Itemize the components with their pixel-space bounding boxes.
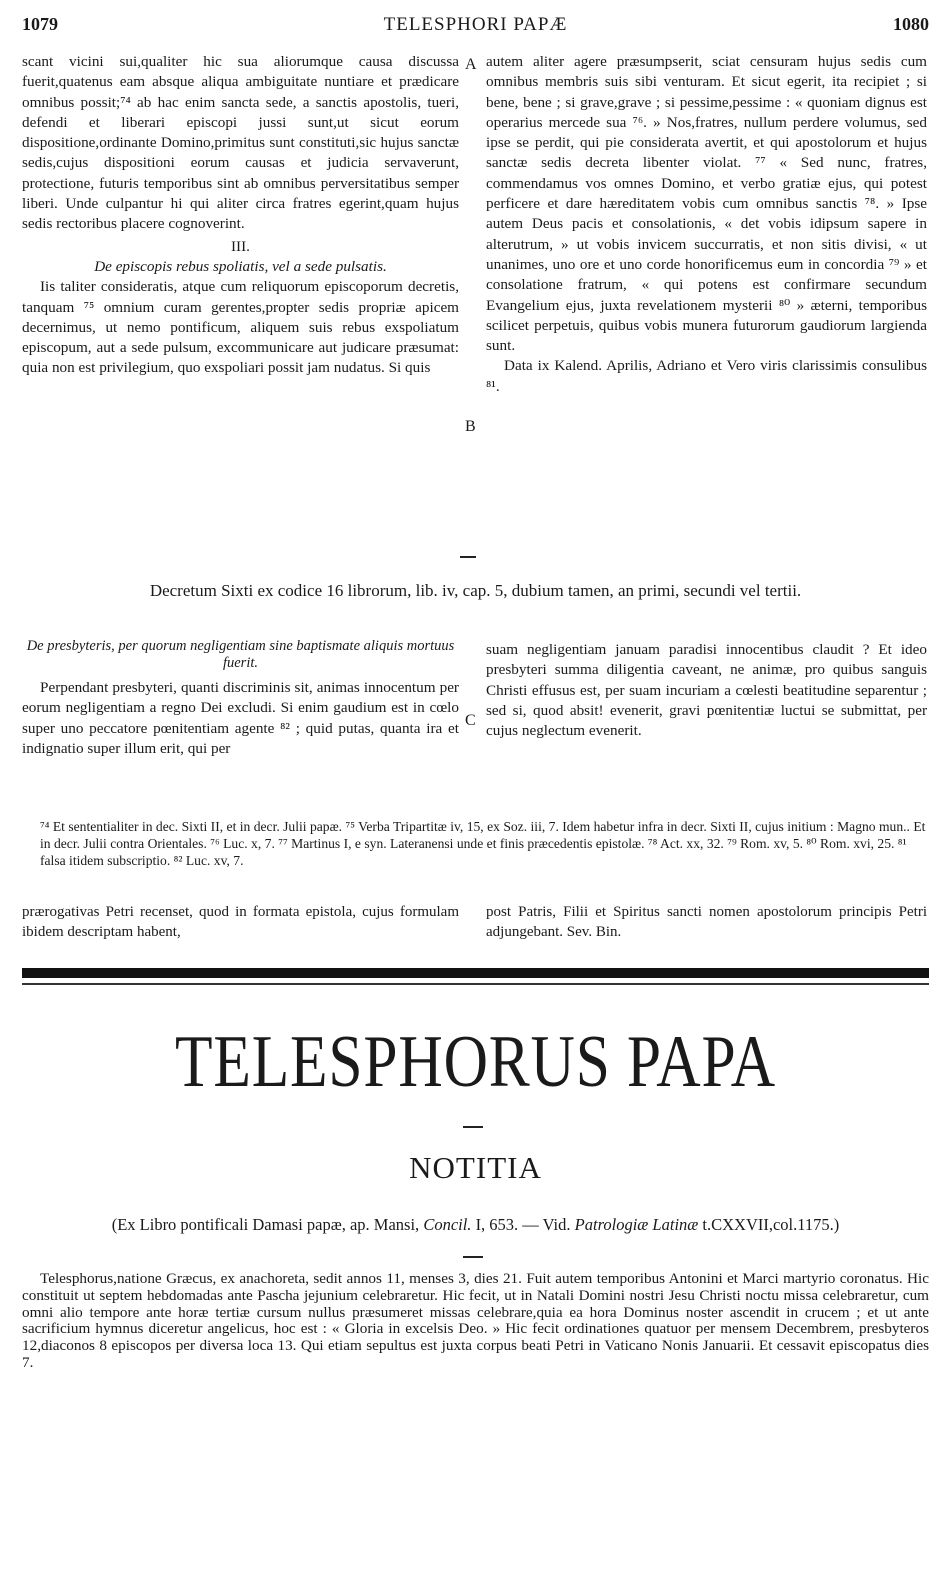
source-mid: I, 653. — Vid. — [471, 1215, 575, 1234]
decretum-left-text: Perpendant presbyteri, quanti discriminis sit, animas innocentum per eorum negligentiam a regno Dei excludi. Si enim gaudium est in cœlo super uno peccatore pœnitentiam agente ⁸² ; quid putas, quanta ira et indignatio super illum erit, qui per — [22, 679, 459, 757]
decretum-heading: Decretum Sixti ex codice 16 librorum, lib. iv, cap. 5, dubium tamen, an primi, secundi vel tertii. — [149, 581, 802, 600]
page-title: TELESPHORUS PAPA — [175, 1021, 776, 1103]
page-number-right: 1080 — [893, 14, 929, 34]
top-right-column — [486, 52, 927, 397]
footnotes-text: ⁷⁴ Et sententialiter in dec. Sixti II, et in decr. Julii papæ. ⁷⁵ Verba Tripartitæ iv, 15, ex Soz. iii, 7. Idem habetur infra in decr. Sixti II, cujus initium : Magno mun.. Et in decr. Julii contra Orientales. ⁷⁶ Luc. x, 7. ⁷⁷ Martinus I, e syn. Lateranensi unde et finis præcedentis epistolæ. ⁷⁸ Act. xx, 32. ⁷⁹ Rom. xv, 5. ⁸⁰ Rom. xvi, 25. ⁸¹ falsa itidem subscriptio. ⁸² Luc. xv, 7. — [40, 819, 926, 868]
section-number: III. — [231, 237, 250, 255]
decretum-right-text: suam negligentiam januam paradisi innocentibus claudit ? Et ideo presbyteri summa diligentia caveant, ne animæ, pro quibus sanguis Christi effusus est, per suam incuriam a cœlesti beatitudine separentur ; sed si, quod absit! evenerit, gravi pœnitentiæ luctui se submittat, per cujus neglectum evenerit. — [486, 641, 927, 740]
left-paragraph-2: Iis taliter consideratis, atque cum reliquorum episcoporum decretis, tanquam ⁷⁵ omnium curam gerentes,propter sedis propriæ apicem decernimus, ut nemo pontificum, aliquem suis rebus exspoliatum episcopum, aut a sede pulsum, excommunicare aut judicare præsumat: quia non est privilegium, quo exspoliari possit jam nudatus. Si quis — [22, 278, 459, 377]
footnotes — [40, 818, 929, 869]
left-paragraph: scant vicini sui,qualiter hic sua aliorumque causa discussa fuerit,quatenus eam absque aliqua ambiguitate nuntiare et prædicare omnibus possit;⁷⁴ ab hac enim sancta sede, a sanctis apostolis, tueri, defendi et liberari episcopi jussi sunt,ut sicut eorum dispositione,ordinante Domino,primitus sunt constituti,sic hujus sanctæ sedis,cujus dispositioni eorum causas et judicia servaverunt, protectione, futuris temporibus sint ab omnibus perversitatibus semper liberi. Unde culpantur hi qui aliter circa fratres egerint,quam hujus sedis rectoribus placere cognoverint. — [22, 53, 459, 233]
source-patrologia: Patrologiæ Latinæ — [574, 1215, 699, 1234]
running-title: TELESPHORI PAPÆ — [383, 14, 568, 35]
source-concil: Concil. — [423, 1215, 472, 1234]
binius-left-text: prærogativas Petri recenset, quod in formata epistola, cujus formulam ibidem descriptam habent, — [22, 904, 459, 941]
margin-marker-b: B — [465, 418, 476, 435]
separator-rule — [460, 556, 476, 558]
source-dash — [463, 1256, 483, 1258]
decretum-subtitle: De presbyteris, per quorum negligentiam sine baptismate aliquis mortuus fuerit. — [26, 638, 455, 671]
date-line: Data ix Kalend. Aprilis, Adriano et Vero viris clarissimis consulibus ⁸¹. — [486, 357, 927, 395]
section-title: De episcopis rebus spoliatis, vel a sede pulsatis. — [94, 257, 387, 275]
decretum-left-column — [22, 638, 459, 759]
page-number-left: 1079 — [22, 14, 58, 34]
binius-left — [22, 902, 459, 943]
heavy-rule — [22, 968, 929, 978]
binius-right — [486, 902, 927, 943]
source-pre: (Ex Libro pontificali Damasi papæ, ap. Mansi, — [111, 1215, 424, 1234]
source-line — [22, 1215, 929, 1235]
notitia-heading: NOTITIA — [409, 1150, 542, 1185]
decretum-right-column — [486, 640, 927, 741]
right-paragraph: autem aliter agere præsumpserit, sciat censuram hujus sedis cum omnibus membris suis sibi venturam. Et sicut egerit, ita recipiet ; si bene, bene ; si grave,grave ; si pessime,pessime : « quoniam dignus est operarius mercede sua ⁷⁶. » Nos,fratres, nullum perdere volumus, sed ipse se perdit, qui pie considerata avertit, et qui apostolorum et hujus sanctæ sedis decreta libenter violat. ⁷⁷ « Sed nunc, fratres, commendamus vos omnes Domino, et verbo gratiæ ejus, qui potest perficere et dare hæreditatem vobis cum omnibus sanctis ⁷⁸. » Ipse autem Deus pacis et consolationis, « det vobis idipsum sapere in alterutrum, » ut vobis invicem succurratis, et non sitis divisi, « ut unanimes, uno ore et uno corde honorificemus eum in concordia ⁷⁹ » et consolatione fratrum, « qui potens est confirmare secundum Evangelium ejus, juxta revelationem mysterii ⁸⁰ » æterni, temporibus scilicet perpetuis, quibus vobis munera futurorum gaudiorum largienda sunt. — [486, 53, 927, 355]
title-dash — [463, 1126, 483, 1128]
thin-rule — [22, 983, 929, 985]
source-post: t.CXXVII,col.1175.) — [698, 1215, 840, 1234]
running-header — [22, 10, 929, 44]
binius-right-text: post Patris, Filii et Spiritus sancti nomen apostolorum principis Petri adjungebant. Sev. Bin. — [486, 904, 927, 941]
notitia-text: Telesphorus,natione Græcus, ex anachoreta, sedit annos 11, menses 3, dies 21. Fuit autem temporibus Antonini et Marci martyrio coronatus. Hic constituit ut septem hebdomadas ante Pascha jejunium celebraretur. Hic fecit, ut in Natali Domini nostri Jesu Christi noctu missa celebraretur, cum omni alio tempore ante horæ tertiæ cursum nullus præsumeret missas celebrare,quia ea hora Dominus noster ascendit in crucem ; et ut ante sacrificium hymnus diceretur angelicus, hoc est : « Gloria in excelsis Deo. » Hic fecit ordinationes quatuor per mensem Decembrem, presbyteros 12,diaconos 8 episcopos per diversa loca 13. Qui etiam sepultus est juxta corpus beati Petri in Vaticano Nonis Januarii. Et cessavit episcopatus dies 7. — [22, 1270, 929, 1371]
margin-marker-c: C — [465, 712, 476, 729]
top-left-column — [22, 52, 459, 379]
margin-marker-a: A — [465, 56, 477, 73]
notitia-body — [22, 1271, 929, 1372]
